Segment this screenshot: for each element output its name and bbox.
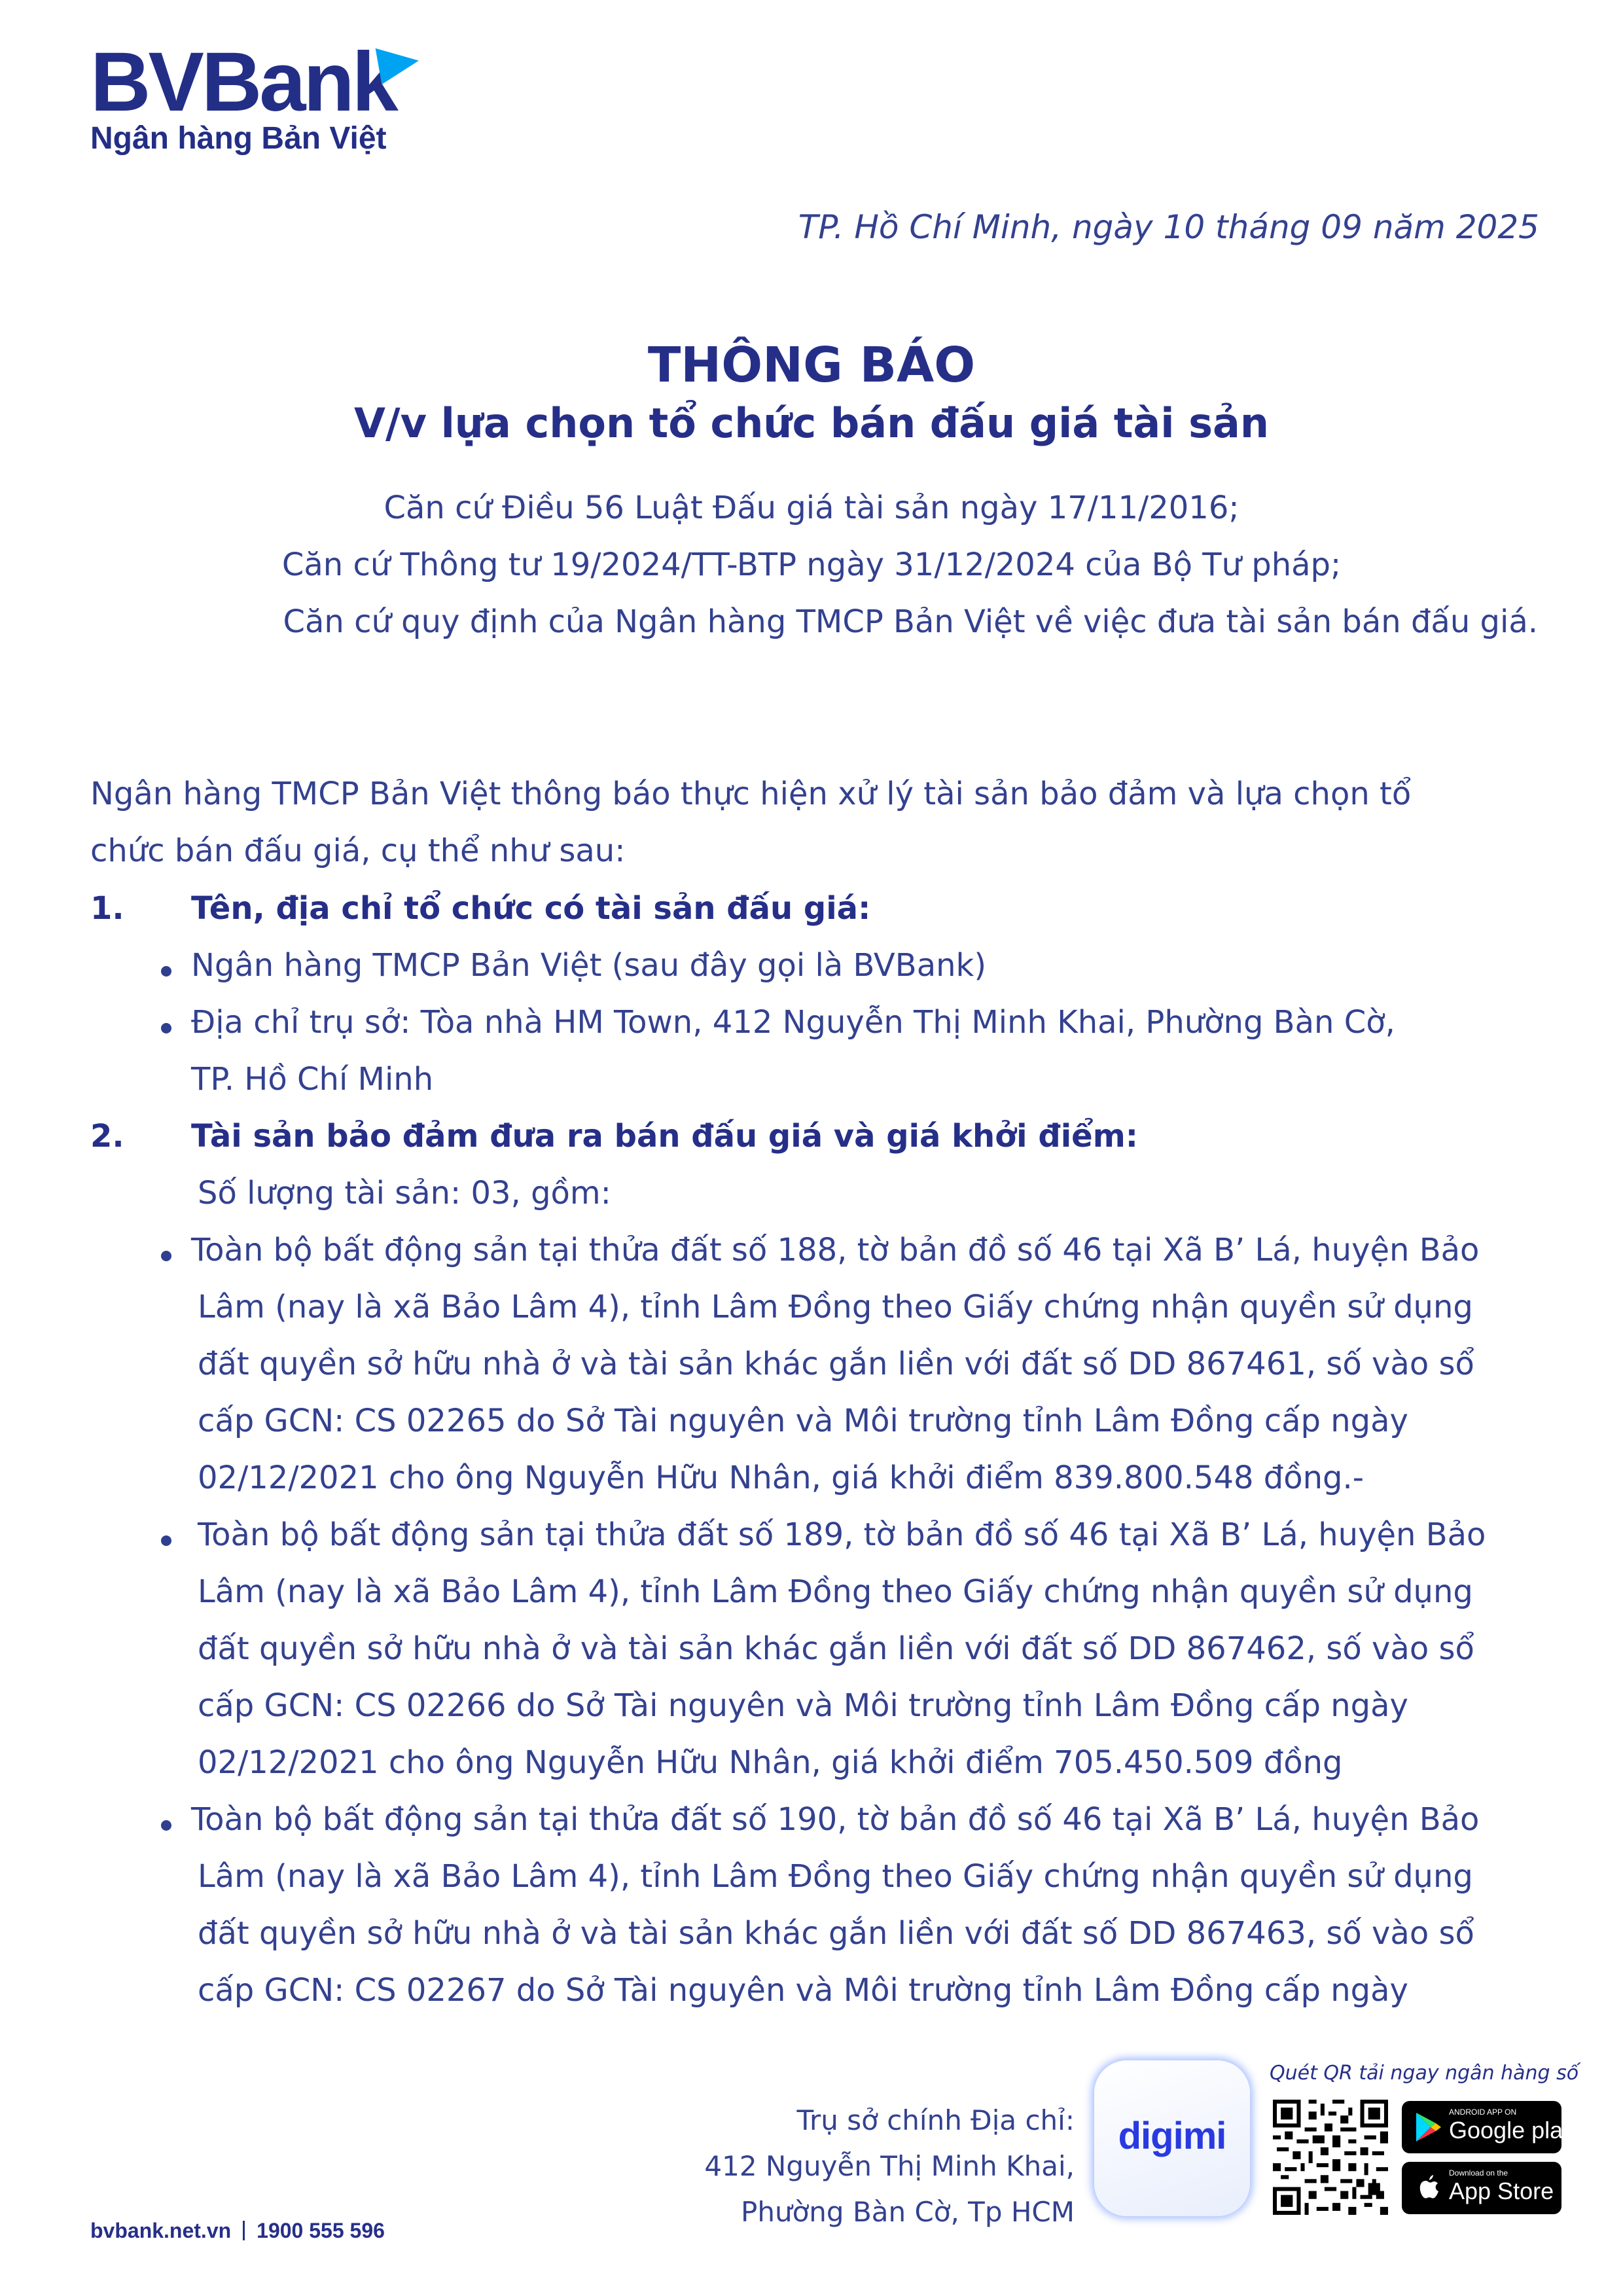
bullet-icon [161,1023,171,1033]
hq-label: Trụ sở chính Địa chỉ: [796,2104,1075,2136]
digimi-app-icon[interactable] [1094,2060,1250,2216]
intro-line: chức bán đấu giá, cụ thể như sau: [90,833,626,869]
apple-icon [1414,2172,1442,2204]
hq-address [704,2098,1075,2235]
bullet-icon [161,966,171,977]
hotline-number[interactable]: 1900 555 596 [257,2219,385,2242]
hq-address-line: Phường Bàn Cờ, Tp HCM [741,2196,1075,2228]
divider [243,2221,245,2240]
asset-line: cấp GCN: CS 02266 do Sở Tài nguyên và Môi trường tỉnh Lâm Đồng cấp ngày [198,1687,1408,1724]
bullet-icon [161,1251,171,1261]
date-line: TP. Hồ Chí Minh, ngày 10 tháng 09 năm 2025 [798,208,1539,246]
google-play-badge[interactable] [1402,2101,1575,2153]
bullet-icon [161,1820,171,1831]
list-item: Ngân hàng TMCP Bản Việt (sau đây gọi là BVBank) [191,947,987,984]
logo-triangle-icon [376,41,422,84]
document-title: THÔNG BÁO [647,337,976,393]
asset-line: 02/12/2021 cho ông Nguyễn Hữu Nhân, giá khởi điểm 839.800.548 đồng.- [198,1460,1364,1496]
basis-line: Căn cứ Điều 56 Luật Đấu giá tài sản ngày 17/11/2016; [383,490,1240,526]
asset-line: cấp GCN: CS 02265 do Sở Tài nguyên và Môi trường tỉnh Lâm Đồng cấp ngày [198,1403,1408,1439]
document-subtitle: V/v lựa chọn tổ chức bán đấu giá tài sản [354,399,1269,447]
google-play-label: Google play [1449,2117,1575,2144]
section-heading: Tài sản bảo đảm đưa ra bán đấu giá và giá khởi điểm: [191,1118,1138,1155]
asset-line: Lâm (nay là xã Bảo Lâm 4), tỉnh Lâm Đồng theo Giấy chứng nhận quyền sử dụng [198,1289,1473,1325]
basis-line: Căn cứ Thông tư 19/2024/TT-BTP ngày 31/12/2024 của Bộ Tư pháp; [281,547,1342,583]
asset-line: đất quyền sở hữu nhà ở và tài sản khác gắn liền với đất số DD 867462, số vào sổ [198,1630,1474,1667]
section-heading: Tên, địa chỉ tổ chức có tài sản đấu giá: [191,890,871,927]
qr-code-icon[interactable] [1273,2100,1388,2215]
asset-line: 02/12/2021 cho ông Nguyễn Hữu Nhân, giá khởi điểm 705.450.509 đồng [198,1744,1343,1781]
list-item: TP. Hồ Chí Minh [191,1061,434,1098]
asset-line: cấp GCN: CS 02267 do Sở Tài nguyên và Môi trường tỉnh Lâm Đồng cấp ngày [198,1972,1408,2009]
section-number: 2. [90,1118,124,1155]
intro-line: Ngân hàng TMCP Bản Việt thông báo thực hiện xử lý tài sản bảo đảm và lựa chọn tổ [90,776,1412,812]
list-item: Địa chỉ trụ sở: Tòa nhà HM Town, 412 Nguyễn Thị Minh Khai, Phường Bàn Cờ, [191,1004,1395,1041]
digimi-app-name: digimi [1118,2115,1226,2157]
app-store-label: App Store [1449,2178,1554,2204]
section-number: 1. [90,890,124,927]
website-link[interactable]: bvbank.net.vn [90,2219,232,2242]
qr-caption: Quét QR tải ngay ngân hàng số [1270,2062,1579,2085]
contact-line [90,2219,385,2243]
asset-line: Toàn bộ bất động sản tại thửa đất số 188, tờ bản đồ số 46 tại Xã B’ Lá, huyện Bảo [191,1232,1480,1268]
logo-tagline: Ngân hàng Bản Việt [90,121,387,156]
asset-line: Toàn bộ bất động sản tại thửa đất số 189, tờ bản đồ số 46 tại Xã B’ Lá, huyện Bảo [198,1516,1486,1553]
basis-line: Căn cứ quy định của Ngân hàng TMCP Bản Việt về việc đưa tài sản bán đấu giá. [283,603,1538,640]
google-play-icon [1414,2111,1442,2143]
google-play-small-text: ANDROID APP ON [1449,2108,1517,2117]
hq-address-line: 412 Nguyễn Thị Minh Khai, [704,2150,1075,2182]
logo-wordmark: BVBank [90,35,396,129]
bullet-icon [161,1535,171,1546]
asset-line: đất quyền sở hữu nhà ở và tài sản khác gắn liền với đất số DD 867461, số vào sổ [198,1346,1474,1382]
app-store-badge[interactable] [1402,2162,1561,2214]
asset-line: Toàn bộ bất động sản tại thửa đất số 190, tờ bản đồ số 46 tại Xã B’ Lá, huyện Bảo [191,1801,1480,1838]
asset-quantity: Số lượng tài sản: 03, gồm: [198,1175,611,1211]
asset-line: đất quyền sở hữu nhà ở và tài sản khác gắn liền với đất số DD 867463, số vào sổ [198,1915,1474,1952]
app-store-small-text: Download on the [1449,2168,1508,2178]
asset-line: Lâm (nay là xã Bảo Lâm 4), tỉnh Lâm Đồng theo Giấy chứng nhận quyền sử dụng [198,1573,1473,1610]
asset-line: Lâm (nay là xã Bảo Lâm 4), tỉnh Lâm Đồng theo Giấy chứng nhận quyền sử dụng [198,1858,1473,1895]
